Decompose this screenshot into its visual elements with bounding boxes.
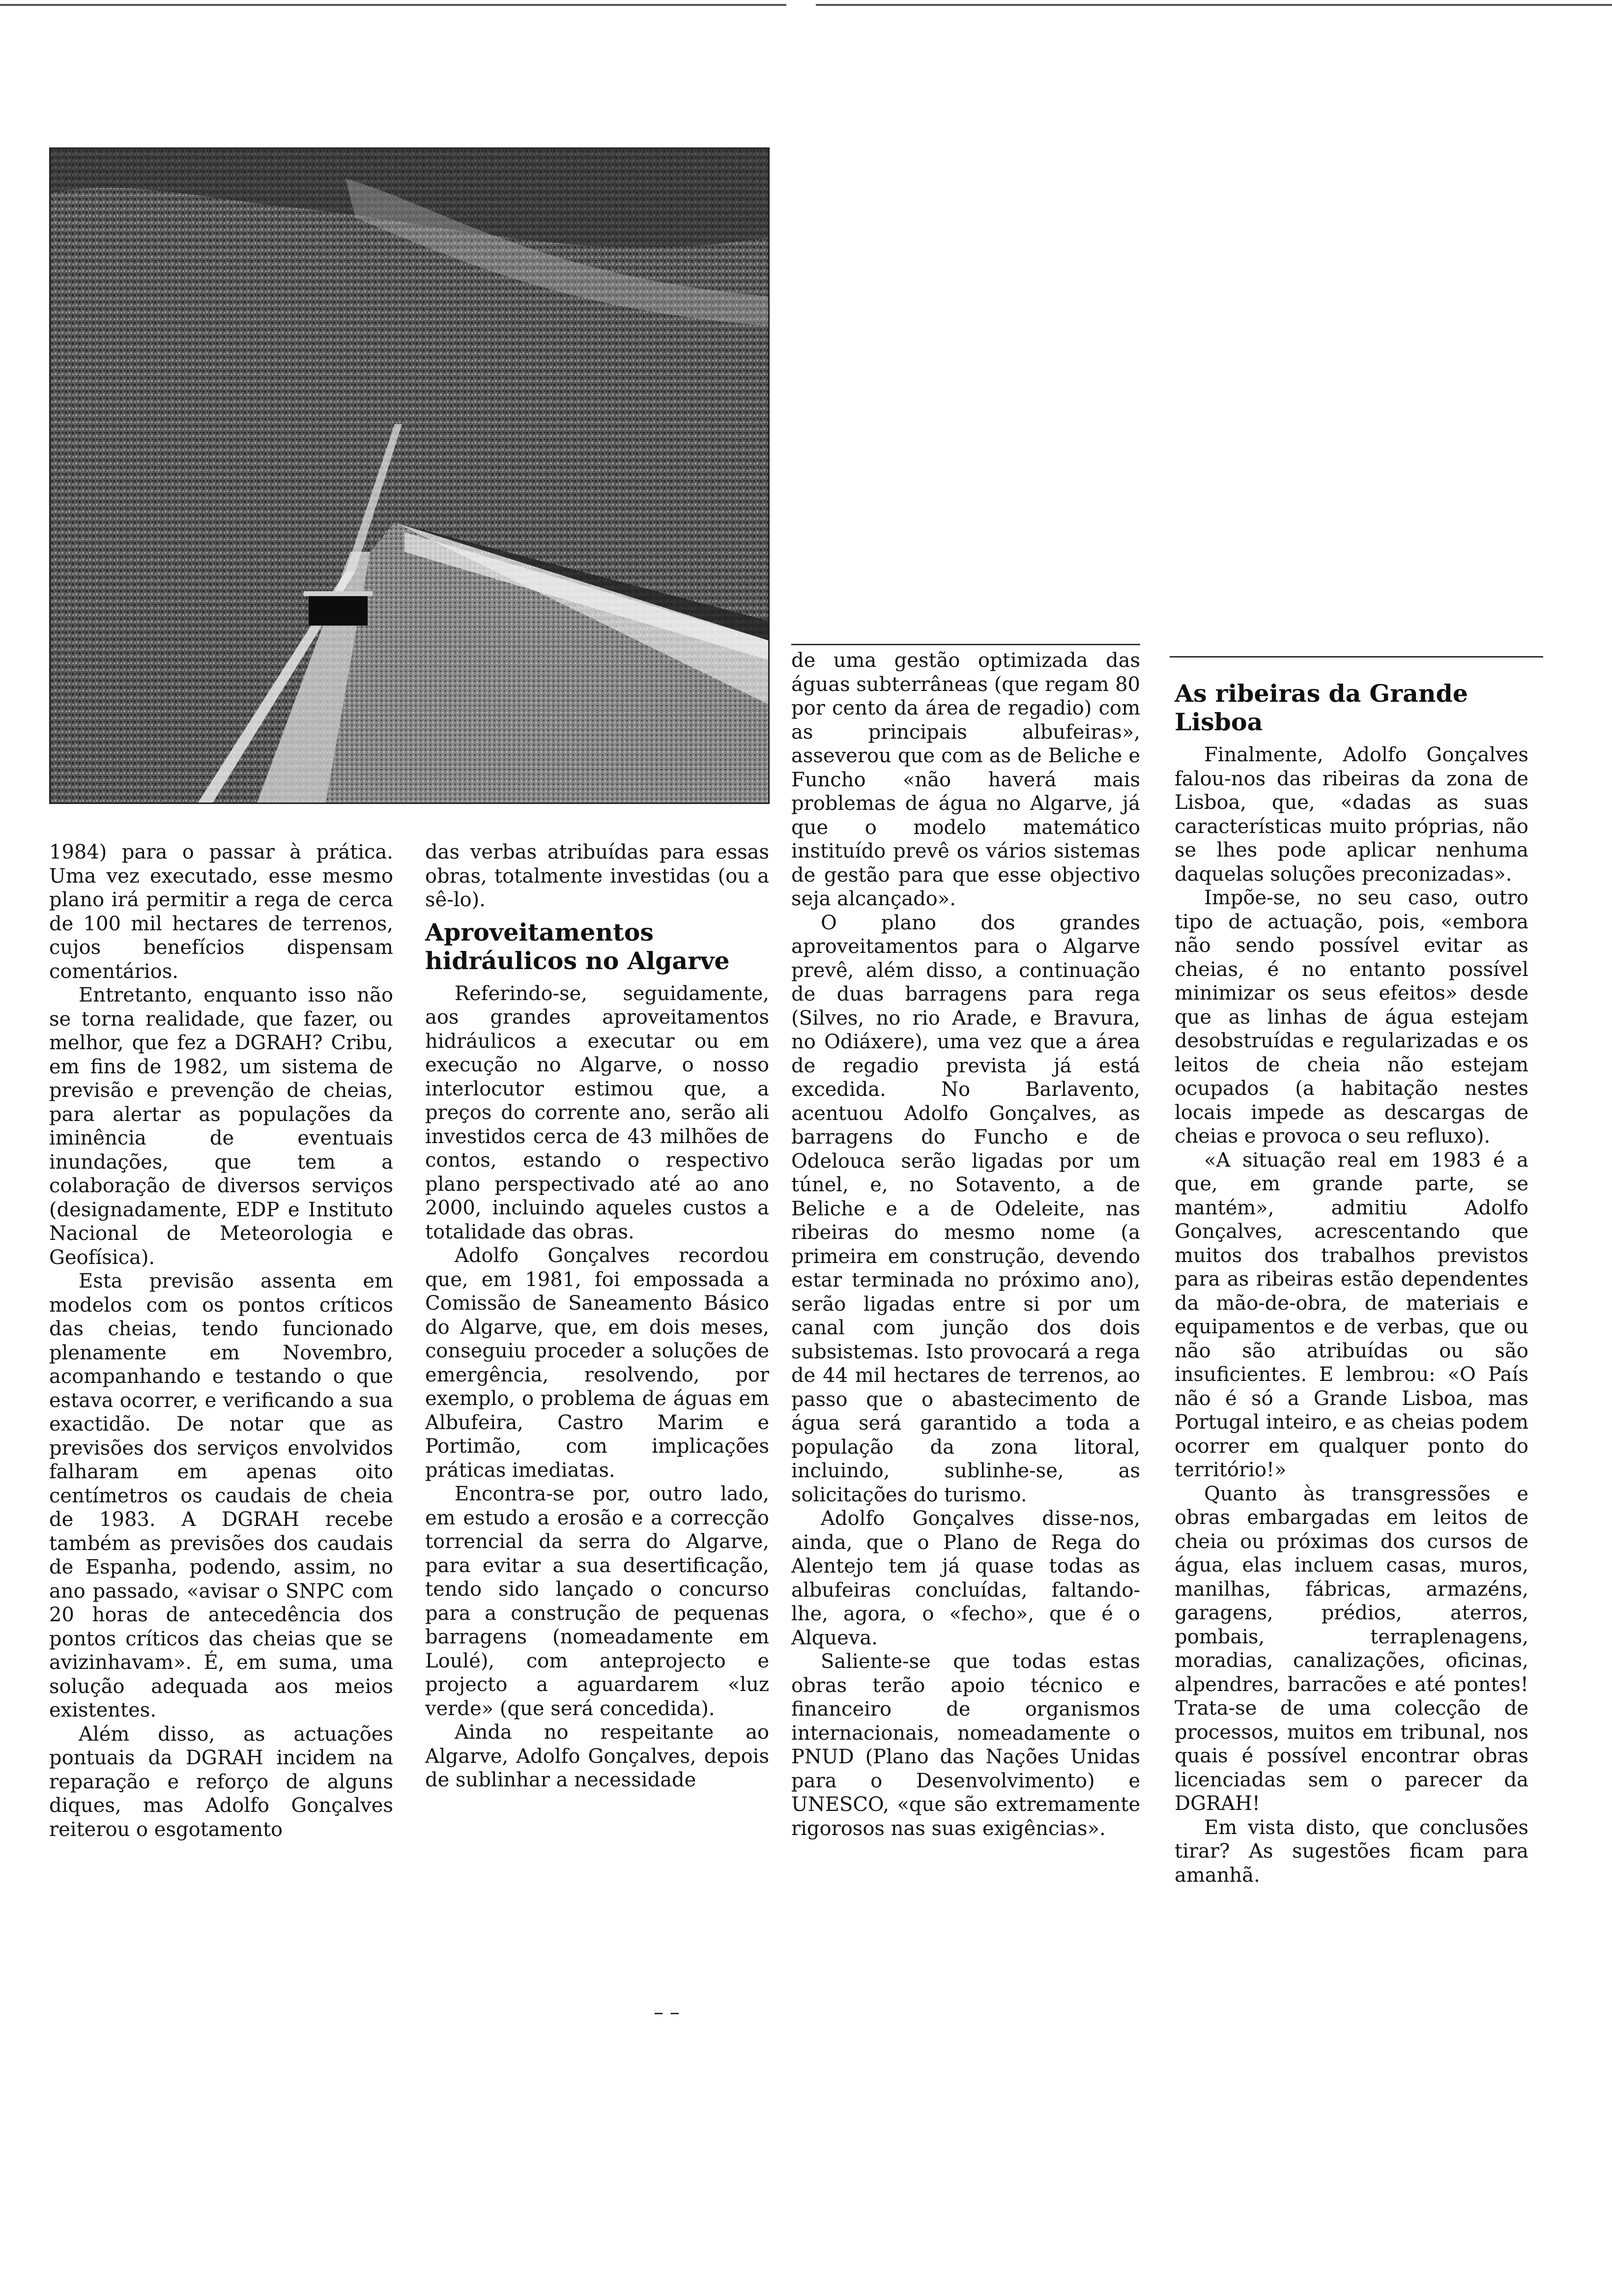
paragraph: Ainda no respeitante ao Algarve, Adolfo Gonçalves, depois de sublinhar a necessidade — [425, 1721, 769, 1791]
column-rule — [1170, 656, 1543, 658]
paragraph: Finalmente, Adolfo Gonçalves falou-nos das ribeiras da zona de Lisboa, que, «dadas as suas características muito próprias, não se lhes pode aplicar nenhuma daquelas soluções preconizadas». — [1175, 744, 1528, 886]
paragraph: Além disso, as actuações pontuais da DGRAH incidem na reparação e reforço de alguns diques, mas Adolfo Gonçalves reiterou o esgotamento — [49, 1722, 393, 1841]
article-column-1 — [49, 840, 393, 1841]
top-rule-left — [0, 4, 786, 6]
paragraph: Esta previsão assenta em modelos com os pontos críticos das cheias, tendo funcionado plenamente em Novembro, acompanhando e testando o que estava ocorrer, e verificando a sua exactidão. De notar que as previsões dos serviços envolvidos falharam em apenas oito centímetros os caudais de cheia de 1983. A DGRAH recebe também as previsões dos caudais de Espanha, podendo, assim, no ano passado, «avisar o SNPC com 20 horas de antecedência dos pontos críticos das cheias que se avizinhavam». É, em suma, uma solução adequada aos meios existentes. — [49, 1270, 393, 1722]
paragraph: de uma gestão optimizada das águas subterrâneas (que regam 80 por cento da área de regadio) com as principais albufeiras», asseverou que com as de Beliche e Funcho «não haverá mais problemas de água no Algarve, já que o modelo matemático instituído prevê os vários sistemas de gestão para que esse objectivo seja alcançado». — [791, 649, 1140, 910]
section-heading-lisboa: As ribeiras da Grande Lisboa — [1175, 679, 1468, 736]
paragraph: Referindo-se, seguidamente, aos grandes aproveitamentos hidráulicos a executar ou em execução no Algarve, o nosso interlocutor estimou que, a preços do corrente ano, serão ali investidos cerca de 43 milhões de contos, estando o respectivo plano perspectivado até ao ano 2000, incluindo aqueles custos a totalidade das obras. — [425, 982, 769, 1243]
column-rule — [791, 644, 1140, 645]
paragraph: Entretanto, enquanto isso não se torna realidade, que fazer, ou melhor, que fez a DGRAH? Cribu, em fins de 1982, um sistema de previsão e prevenção de cheias, para alertar as populações da iminência de eventuais inundações, que tem a colaboração de diversos serviços (designadamente, EDP e Instituto Nacional de Meteorologia e Geofísica). — [49, 984, 393, 1269]
paragraph: «A situação real em 1983 é a que, em grande parte, se mantém», admitiu Adolfo Gonçalves, acrescentando que muitos dos trabalhos previstos para as ribeiras estão dependentes da mão-de-obra, de materiais e equipamentos e de verbas, que ou não são atribuídas ou são insuficientes. E lembrou: «O País não é só a Grande Lisboa, mas Portugal inteiro, e as cheias podem ocorrer em qualquer ponto do território!» — [1175, 1148, 1528, 1481]
article-column-2 — [425, 840, 769, 1792]
paragraph: Quanto às transgressões e obras embargadas em leitos de cheia ou próximas dos cursos de água, elas incluem casas, muros, manilhas, fábricas, armazéns, garagens, prédios, aterros, pombais, terraplenagens, moradias, canalizações, oficinas, alpendres, barracões e até pontes! Trata-se de uma colecção de processos, muitos em tribunal, nos quais é possível encontrar obras licenciadas sem o parecer da DGRAH! — [1175, 1482, 1528, 1815]
section-heading-algarve: Aproveitamentos hidráulicos no Algarve — [425, 918, 730, 975]
paragraph: das verbas atribuídas para essas obras, totalmente investidas (ou a sê-lo). — [425, 841, 769, 911]
paragraph: Adolfo Gonçalves disse-nos, ainda, que o Plano de Rega do Alentejo tem já quase todas as albufeiras concluídas, faltando-lhe, agora, o «fecho», que é o Alqueva. — [791, 1507, 1140, 1649]
top-rule-right — [816, 4, 1612, 6]
paragraph: Em vista disto, que conclusões tirar? As sugestões ficam para amanhã. — [1175, 1816, 1528, 1887]
photo-dam-canal — [49, 147, 770, 804]
paragraph: Saliente-se que todas estas obras terão apoio técnico e financeiro de organismos internacionais, nomeadamente o PNUD (Plano das Nações Unidas para o Desenvolvimento) e UNESCO, «que são extremamente rigorosos nas suas exigências». — [791, 1650, 1140, 1840]
paragraph: 1984) para o passar à prática. Uma vez executado, esse mesmo plano irá permitir a rega de cerca de 100 mil hectares de terrenos, cujos benefícios dispensam comentários. — [49, 841, 393, 983]
article-column-4 — [1175, 673, 1528, 1887]
paragraph: Encontra-se por, outro lado, em estudo a erosão e a correcção torrencial da serra do Algarve, para evitar a sua desertificação, tendo sido lançado o concurso para a construção de pequenas barragens (nomeadamente em Loulé), com anteprojecto e projecto a aguardarem «luz verde» (que será concedida). — [425, 1483, 769, 1720]
article-column-3 — [791, 649, 1140, 1840]
paragraph: O plano dos grandes aproveitamentos para o Algarve prevê, além disso, a continuação de duas barragens para rega (Silves, no rio Arade, e Bravura, no Odiáxere), uma vez que a área de regadio prevista já está excedida. No Barlavento, acentuou Adolfo Gonçalves, as barragens do Funcho e de Odelouca serão ligadas por um túnel, e, no Sotavento, a de Beliche e a de Odeleite, nas ribeiras do mesmo nome (a primeira em construção, devendo estar terminada no próximo ano), serão ligadas entre si por um canal com junção dos dois subsistemas. Isto provocará a rega de 44 mil hectares de terrenos, ao passo que o abastecimento de água será garantido a toda a população da zona litoral, incluindo, sublinhe-se, as solicitações do turismo. — [791, 911, 1140, 1506]
end-mark: – – — [654, 2001, 680, 2024]
paragraph: Impõe-se, no seu caso, outro tipo de actuação, pois, «embora não sendo possível evitar as cheias, é no entanto possível minimizar os seus efeitos» desde que as linhas de água estejam desobstruídas e regularizadas e os leitos de cheia não estejam ocupados (a habitação nestes locais impede as descargas de cheias e provoca o seu refluxo). — [1175, 887, 1528, 1148]
paragraph: Adolfo Gonçalves recordou que, em 1981, foi empossada a Comissão de Saneamento Básico do Algarve, que, em dois meses, conseguiu proceder a soluções de emergência, resolvendo, por exemplo, o problema de águas em Albufeira, Castro Marim e Portimão, com implicações práticas imediatas. — [425, 1244, 769, 1482]
